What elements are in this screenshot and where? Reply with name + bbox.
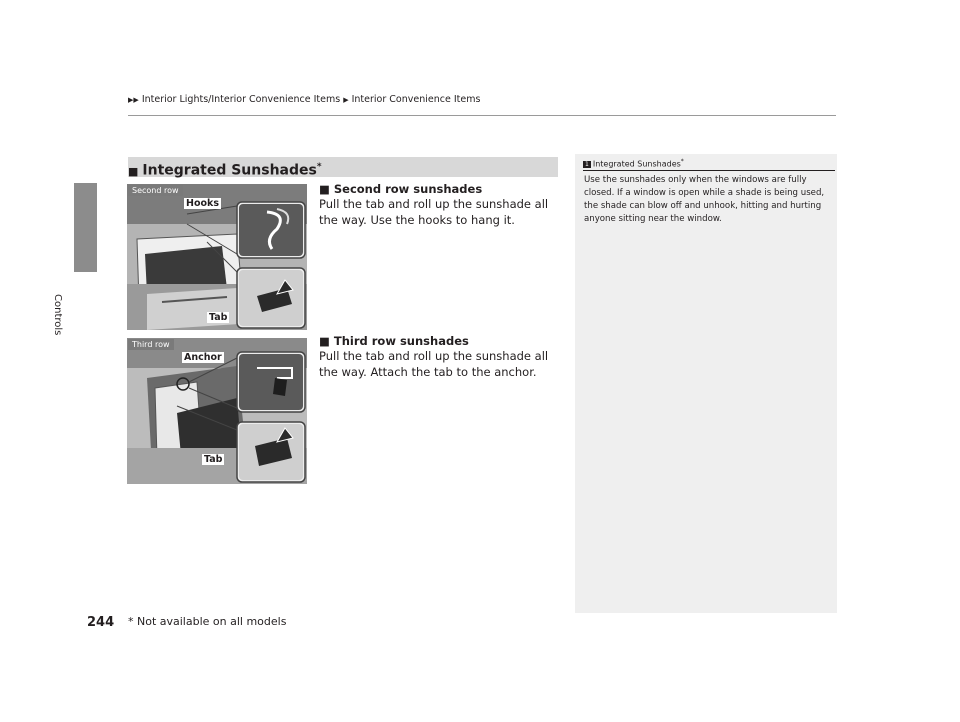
third-row-section (319, 334, 549, 380)
page-number: 244 (87, 615, 115, 630)
callout-anchor: Anchor (184, 352, 222, 363)
section-title: Integrated Sunshades (142, 162, 317, 179)
subsection-heading: ■ Second row sunshades (319, 182, 483, 196)
note-heading (583, 158, 684, 169)
breadcrumb-arrow-icon: ▶▶ (128, 96, 139, 104)
note-number: 1 (585, 160, 589, 168)
second-row-figure (127, 184, 307, 330)
note-rule (583, 170, 835, 171)
note-body: Use the sunshades only when the windows are fully closed. If a window is open while a shade is being used, the shade can blow off and unhook, hitting and hurting anyone sitting near the window. (584, 175, 825, 224)
header-rule (128, 115, 836, 116)
callout-hooks: Hooks (186, 198, 219, 209)
instruction-text: Pull the tab and roll up the sunshade all the way. Attach the tab to the anchor. (319, 349, 549, 379)
callout-tab: Tab (209, 312, 228, 323)
note-box (575, 154, 837, 613)
callout-tab: Tab (204, 454, 223, 465)
square-bullet-icon: ■ (128, 164, 139, 178)
instruction-text: Pull the tab and roll up the sunshade all the way. Use the hooks to hang it. (319, 197, 549, 227)
note-title: Integrated Sunshades (592, 159, 681, 169)
subsection-heading: ■ Third row sunshades (319, 334, 469, 348)
breadcrumb-item[interactable]: Interior Convenience Items (351, 94, 481, 105)
third-row-figure (127, 338, 307, 484)
asterisk: * (680, 158, 684, 165)
breadcrumb (128, 94, 480, 105)
footnote: * Not available on all models (128, 615, 287, 628)
chapter-label: Controls (52, 294, 63, 336)
asterisk: * (316, 162, 322, 172)
figure-label: Third row (128, 339, 174, 350)
figure-label: Second row (128, 185, 183, 196)
second-row-section (319, 182, 549, 228)
breadcrumb-item[interactable]: Interior Lights/Interior Convenience Items (141, 94, 341, 105)
breadcrumb-arrow-icon: ▶ (343, 96, 349, 104)
chapter-tab (74, 183, 97, 272)
section-heading (128, 157, 558, 177)
